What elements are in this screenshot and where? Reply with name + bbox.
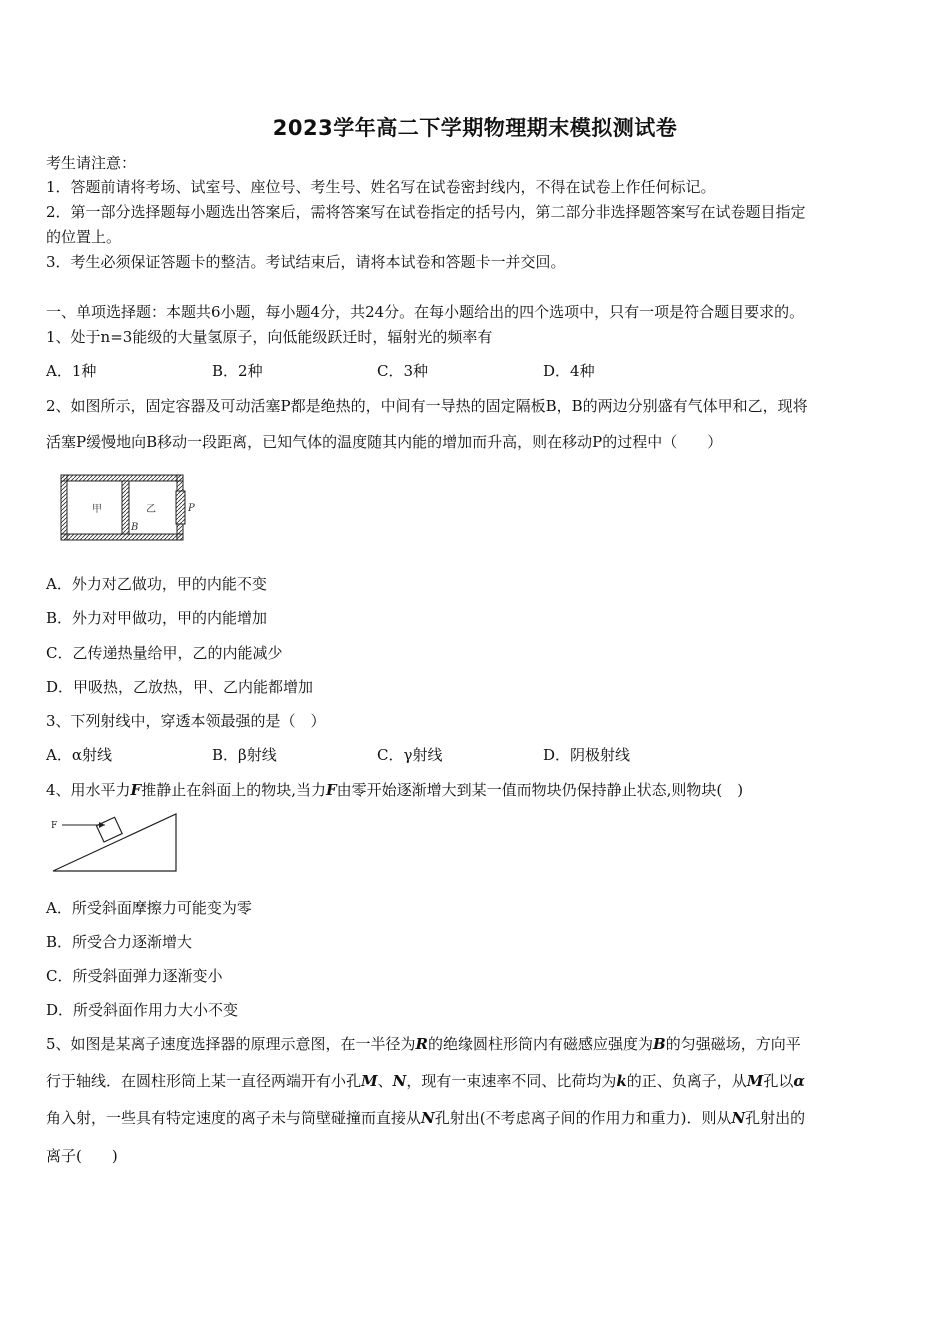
q5-l3-a: 角入射，一些具有特定速度的离子未与筒壁碰撞而直接从 (46, 1109, 422, 1127)
q5-l3-b: 孔射出(不考虑离子间的作用力和重力)．则从 (434, 1109, 732, 1127)
notice-item-1: 1．答题前请将考场、试室号、座位号、考生号、姓名写在试卷密封线内，不得在试卷上作任何标记。 (46, 178, 716, 196)
q5-l2-a: 行于轴线．在圆柱形筒上某一直径两端开有小孔 (46, 1072, 362, 1090)
notice-item-2-cont: 的位置上。 (46, 228, 122, 246)
q1-option-a: A．1种 (46, 362, 97, 380)
q2-stem-line2: 活塞P缓慢地向B移动一段距离，已知气体的温度随其内能的增加而升高，则在移动P的过程中（ ） (46, 433, 723, 451)
q3-option-c: C．γ射线 (377, 746, 443, 764)
section-heading: 一、单项选择题：本题共6小题，每小题4分，共24分。在每小题给出的四个选项中，只有一项是符合题目要求的。 (46, 303, 805, 321)
q5-l1-b: 的绝缘圆柱形筒内有磁感应强度为 (428, 1035, 654, 1053)
q4-stem-f1: F (130, 781, 142, 799)
q5-stem-line3 (46, 1107, 805, 1129)
q4-stem-part-b: 推静止在斜面上的物块,当力 (141, 781, 326, 799)
q5-l1-c: 的匀强磁场，方向平 (665, 1035, 801, 1053)
q3-option-a: A．α射线 (46, 746, 112, 764)
q2-option-d: D．甲吸热，乙放热，甲、乙内能都增加 (46, 678, 314, 696)
notice-item-3: 3．考生必须保证答题卡的整洁。考试结束后，请将本试卷和答题卡一并交回。 (46, 253, 566, 271)
q5-l1-r: R (415, 1035, 429, 1053)
q2-option-b: B．外力对甲做功，甲的内能增加 (46, 609, 268, 627)
q2-container-figure (58, 470, 203, 548)
q2-option-a: A．外力对乙做功，甲的内能不变 (46, 575, 267, 593)
q5-stem-line1 (46, 1033, 801, 1055)
q4-option-b: B．所受合力逐渐增大 (46, 933, 193, 951)
q1-option-c: C．3种 (377, 362, 429, 380)
q5-l2-m: M (361, 1072, 378, 1090)
q4-option-c: C．所受斜面弹力逐渐变小 (46, 967, 223, 985)
q4-incline-figure (48, 810, 183, 874)
q5-l2-n: N (392, 1072, 407, 1090)
q4-stem-part-a: 4、用水平力 (46, 781, 131, 799)
q4-stem-f2: F (325, 781, 337, 799)
q3-option-d: D．阴极射线 (543, 746, 631, 764)
q5-l3-n: N (421, 1109, 435, 1127)
q2-label-yi: 乙 (146, 504, 156, 515)
q4-option-d: D．所受斜面作用力大小不变 (46, 1001, 239, 1019)
q5-l2-b: 、 (377, 1072, 393, 1090)
q1-stem: 1、处于n=3能级的大量氢原子，向低能级跃迁时，辐射光的频率有 (46, 328, 493, 346)
q5-l2-e: 孔以 (763, 1072, 794, 1090)
q3-stem: 3、下列射线中，穿透本领最强的是（ ） (46, 712, 326, 730)
q4-label-f: F (51, 821, 58, 831)
q5-l1-a: 5、如图是某离子速度选择器的原理示意图，在一半径为 (46, 1035, 416, 1053)
q5-l2-m2: M (746, 1072, 764, 1090)
q5-l2-c: ，现有一束速率不同、比荷均为 (406, 1072, 617, 1090)
q2-option-c: C．乙传递热量给甲，乙的内能减少 (46, 644, 283, 662)
q3-option-b: B．β射线 (212, 746, 277, 764)
q5-l2-alpha: α (793, 1072, 805, 1090)
q5-l2-k: k (616, 1072, 627, 1090)
q5-l2-d: 的正、负离子，从 (626, 1072, 747, 1090)
q4-stem (46, 779, 743, 801)
q5-l3-n2: N (731, 1109, 746, 1127)
notice-item-2: 2．第一部分选择题每小题选出答案后，需将答案写在试卷指定的括号内，第二部分非选择题答案写在试卷题目指定 (46, 203, 806, 221)
q5-stem-line4: 离子( ) (46, 1147, 118, 1165)
page-title: 2023学年高二下学期物理期末模拟测试卷 (272, 116, 678, 140)
q4-stem-part-c: 由零开始逐渐增大到某一值而物块仍保持静止状态,则物块( ) (336, 781, 744, 799)
q1-option-b: B．2种 (212, 362, 263, 380)
q5-stem-line2 (46, 1070, 805, 1092)
notice-heading: 考生请注意： (46, 154, 137, 172)
q2-label-p: P (188, 503, 195, 514)
q5-l1-bfield: B (653, 1035, 666, 1053)
q4-option-a: A．所受斜面摩擦力可能变为零 (46, 899, 252, 917)
q2-stem-line1: 2、如图所示，固定容器及可动活塞P都是绝热的，中间有一导热的固定隔板B，B的两边分别盛有气体甲和乙，现将 (46, 397, 808, 415)
q5-l3-c: 孔射出的 (745, 1109, 806, 1127)
q2-label-jia: 甲 (92, 504, 102, 515)
q2-label-b: B (131, 522, 139, 533)
q1-option-d: D．4种 (543, 362, 595, 380)
